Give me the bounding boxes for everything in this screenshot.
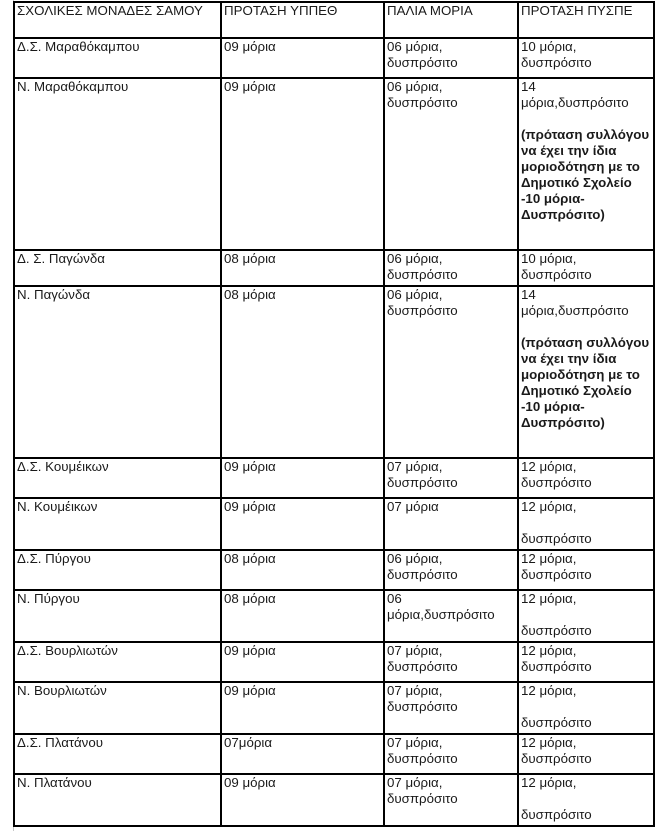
cell-pyspe <box>518 642 654 682</box>
cell-pyspe <box>518 590 654 642</box>
cell-school <box>14 590 221 642</box>
cell-pyspe <box>518 774 654 826</box>
cell-ypeth <box>221 642 384 682</box>
cell-school-text: Ν. Κουμέικων <box>17 499 98 514</box>
table-row <box>14 38 654 78</box>
cell-ypeth <box>221 682 384 734</box>
cell-pyspe-text: 12 μόρια, δυσπρόσιτο <box>521 643 592 674</box>
cell-school <box>14 734 221 774</box>
cell-old-points <box>384 682 518 734</box>
cell-pyspe <box>518 498 654 550</box>
cell-pyspe-text: 12 μόρια, δυσπρόσιτο <box>521 683 592 730</box>
table-row <box>14 734 654 774</box>
cell-pyspe-text: 10 μόρια, δυσπρόσιτο <box>521 251 592 282</box>
cell-school <box>14 458 221 498</box>
cell-ypeth-text: 09 μόρια <box>224 683 276 698</box>
cell-ypeth <box>221 250 384 286</box>
cell-old-points-text: 06 μόρια, δυσπρόσιτο <box>387 551 458 582</box>
cell-old-points-text: 06 μόρια, δυσπρόσιτο <box>387 287 458 318</box>
cell-old-points <box>384 734 518 774</box>
cell-ypeth-text: 09 μόρια <box>224 643 276 658</box>
table-row <box>14 642 654 682</box>
cell-old-points-text: 07 μόρια, δυσπρόσιτο <box>387 683 458 714</box>
cell-school-text: Ν. Πύργου <box>17 591 80 606</box>
cell-school <box>14 78 221 250</box>
cell-old-points <box>384 78 518 250</box>
header-pyspe: ΠΡΟΤΑΣΗ ΠΥΣΠΕ <box>518 2 654 38</box>
schools-points-table <box>13 1 655 827</box>
cell-school-text: Ν. Πλατάνου <box>17 775 92 790</box>
table-row <box>14 458 654 498</box>
cell-ypeth <box>221 286 384 458</box>
cell-old-points <box>384 250 518 286</box>
cell-pyspe-text: 14 μόρια,δυσπρόσιτο <box>521 287 629 318</box>
cell-old-points-text: 06 μόρια, δυσπρόσιτο <box>387 79 458 110</box>
cell-ypeth <box>221 550 384 590</box>
cell-school-text: Δ.Σ. Βουρλιωτών <box>17 643 118 658</box>
cell-ypeth-text: 09 μόρια <box>224 79 276 94</box>
cell-old-points-text: 06 μόρια,δυσπρόσιτο <box>387 591 495 622</box>
cell-old-points <box>384 458 518 498</box>
cell-ypeth-text: 08 μόρια <box>224 551 276 566</box>
table-row <box>14 286 654 458</box>
cell-pyspe-text: 12 μόρια, δυσπρόσιτο <box>521 499 592 546</box>
cell-old-points-text: 06 μόρια, δυσπρόσιτο <box>387 39 458 70</box>
cell-ypeth-text: 09 μόρια <box>224 459 276 474</box>
table-row <box>14 590 654 642</box>
cell-ypeth-text: 08 μόρια <box>224 591 276 606</box>
cell-school <box>14 642 221 682</box>
cell-school-text: Ν. Βουρλιωτών <box>17 683 107 698</box>
cell-school <box>14 498 221 550</box>
cell-school-text: Ν. Παγώνδα <box>17 287 91 302</box>
cell-pyspe-text: 12 μόρια, δυσπρόσιτο <box>521 735 592 766</box>
cell-pyspe <box>518 458 654 498</box>
cell-pyspe-text: 14 μόρια,δυσπρόσιτο <box>521 79 629 110</box>
cell-ypeth <box>221 458 384 498</box>
table-row <box>14 498 654 550</box>
cell-school-text: Δ. Σ. Παγώνδα <box>17 251 105 266</box>
header-old-points: ΠΑΛΙΑ ΜΟΡΙΑ <box>384 2 518 38</box>
association-proposal-note: (πρόταση συλλόγου να έχει την ίδια μοριοδότηση με το Δημοτικό Σχολείο -10 μόρια- Δυσπρόσιτο) <box>521 335 650 430</box>
cell-school-text: Ν. Μαραθόκαμπου <box>17 79 129 94</box>
cell-ypeth <box>221 38 384 78</box>
cell-pyspe-text: 12 μόρια, δυσπρόσιτο <box>521 591 592 638</box>
cell-ypeth <box>221 78 384 250</box>
cell-school <box>14 682 221 734</box>
table-row <box>14 774 654 826</box>
cell-school <box>14 774 221 826</box>
cell-school <box>14 286 221 458</box>
cell-ypeth-text: 08 μόρια <box>224 251 276 266</box>
cell-school-text: Δ.Σ. Κουμέικων <box>17 459 109 474</box>
table-row <box>14 682 654 734</box>
cell-school <box>14 38 221 78</box>
cell-old-points-text: 07 μόρια, δυσπρόσιτο <box>387 459 458 490</box>
cell-old-points-text: 07 μόρια <box>387 499 439 514</box>
cell-pyspe-text: 12 μόρια, δυσπρόσιτο <box>521 551 592 582</box>
cell-old-points-text: 07 μόρια, δυσπρόσιτο <box>387 643 458 674</box>
cell-ypeth-text: 09 μόρια <box>224 39 276 54</box>
cell-pyspe-text: 10 μόρια, δυσπρόσιτο <box>521 39 592 70</box>
cell-old-points <box>384 590 518 642</box>
cell-old-points-text: 06 μόρια, δυσπρόσιτο <box>387 251 458 282</box>
cell-ypeth <box>221 734 384 774</box>
cell-school-text: Δ.Σ. Πλατάνου <box>17 735 103 750</box>
cell-old-points-text: 07 μόρια, δυσπρόσιτο <box>387 735 458 766</box>
cell-old-points <box>384 498 518 550</box>
cell-school <box>14 250 221 286</box>
cell-pyspe <box>518 734 654 774</box>
cell-ypeth-text: 07μόρια <box>224 735 273 750</box>
cell-pyspe <box>518 286 654 458</box>
cell-ypeth <box>221 498 384 550</box>
cell-ypeth-text: 08 μόρια <box>224 287 276 302</box>
cell-ypeth <box>221 774 384 826</box>
association-proposal-note: (πρόταση συλλόγου να έχει την ίδια μοριοδότηση με το Δημοτικό Σχολείο -10 μόρια- Δυσπρόσιτο) <box>521 127 650 222</box>
cell-old-points <box>384 774 518 826</box>
cell-ypeth <box>221 590 384 642</box>
cell-old-points-text: 07 μόρια, δυσπρόσιτο <box>387 775 458 806</box>
cell-old-points <box>384 286 518 458</box>
cell-school-text: Δ.Σ. Μαραθόκαμπου <box>17 39 140 54</box>
table-row <box>14 78 654 250</box>
cell-school <box>14 550 221 590</box>
cell-pyspe <box>518 78 654 250</box>
cell-old-points <box>384 550 518 590</box>
header-school: ΣΧΟΛΙΚΕΣ ΜΟΝΑΔΕΣ ΣΑΜΟΥ <box>14 2 221 38</box>
header-ypeth: ΠΡΟΤΑΣΗ ΥΠΠΕΘ <box>221 2 384 38</box>
cell-pyspe-text: 12 μόρια, δυσπρόσιτο <box>521 775 592 822</box>
cell-pyspe <box>518 38 654 78</box>
cell-old-points <box>384 38 518 78</box>
cell-school-text: Δ.Σ. Πύργου <box>17 551 91 566</box>
table-row <box>14 250 654 286</box>
cell-pyspe-text: 12 μόρια, δυσπρόσιτο <box>521 459 592 490</box>
cell-ypeth-text: 09 μόρια <box>224 499 276 514</box>
table-row <box>14 550 654 590</box>
cell-pyspe <box>518 250 654 286</box>
cell-pyspe <box>518 682 654 734</box>
cell-old-points <box>384 642 518 682</box>
cell-pyspe <box>518 550 654 590</box>
header-row <box>14 2 654 38</box>
cell-ypeth-text: 09 μόρια <box>224 775 276 790</box>
